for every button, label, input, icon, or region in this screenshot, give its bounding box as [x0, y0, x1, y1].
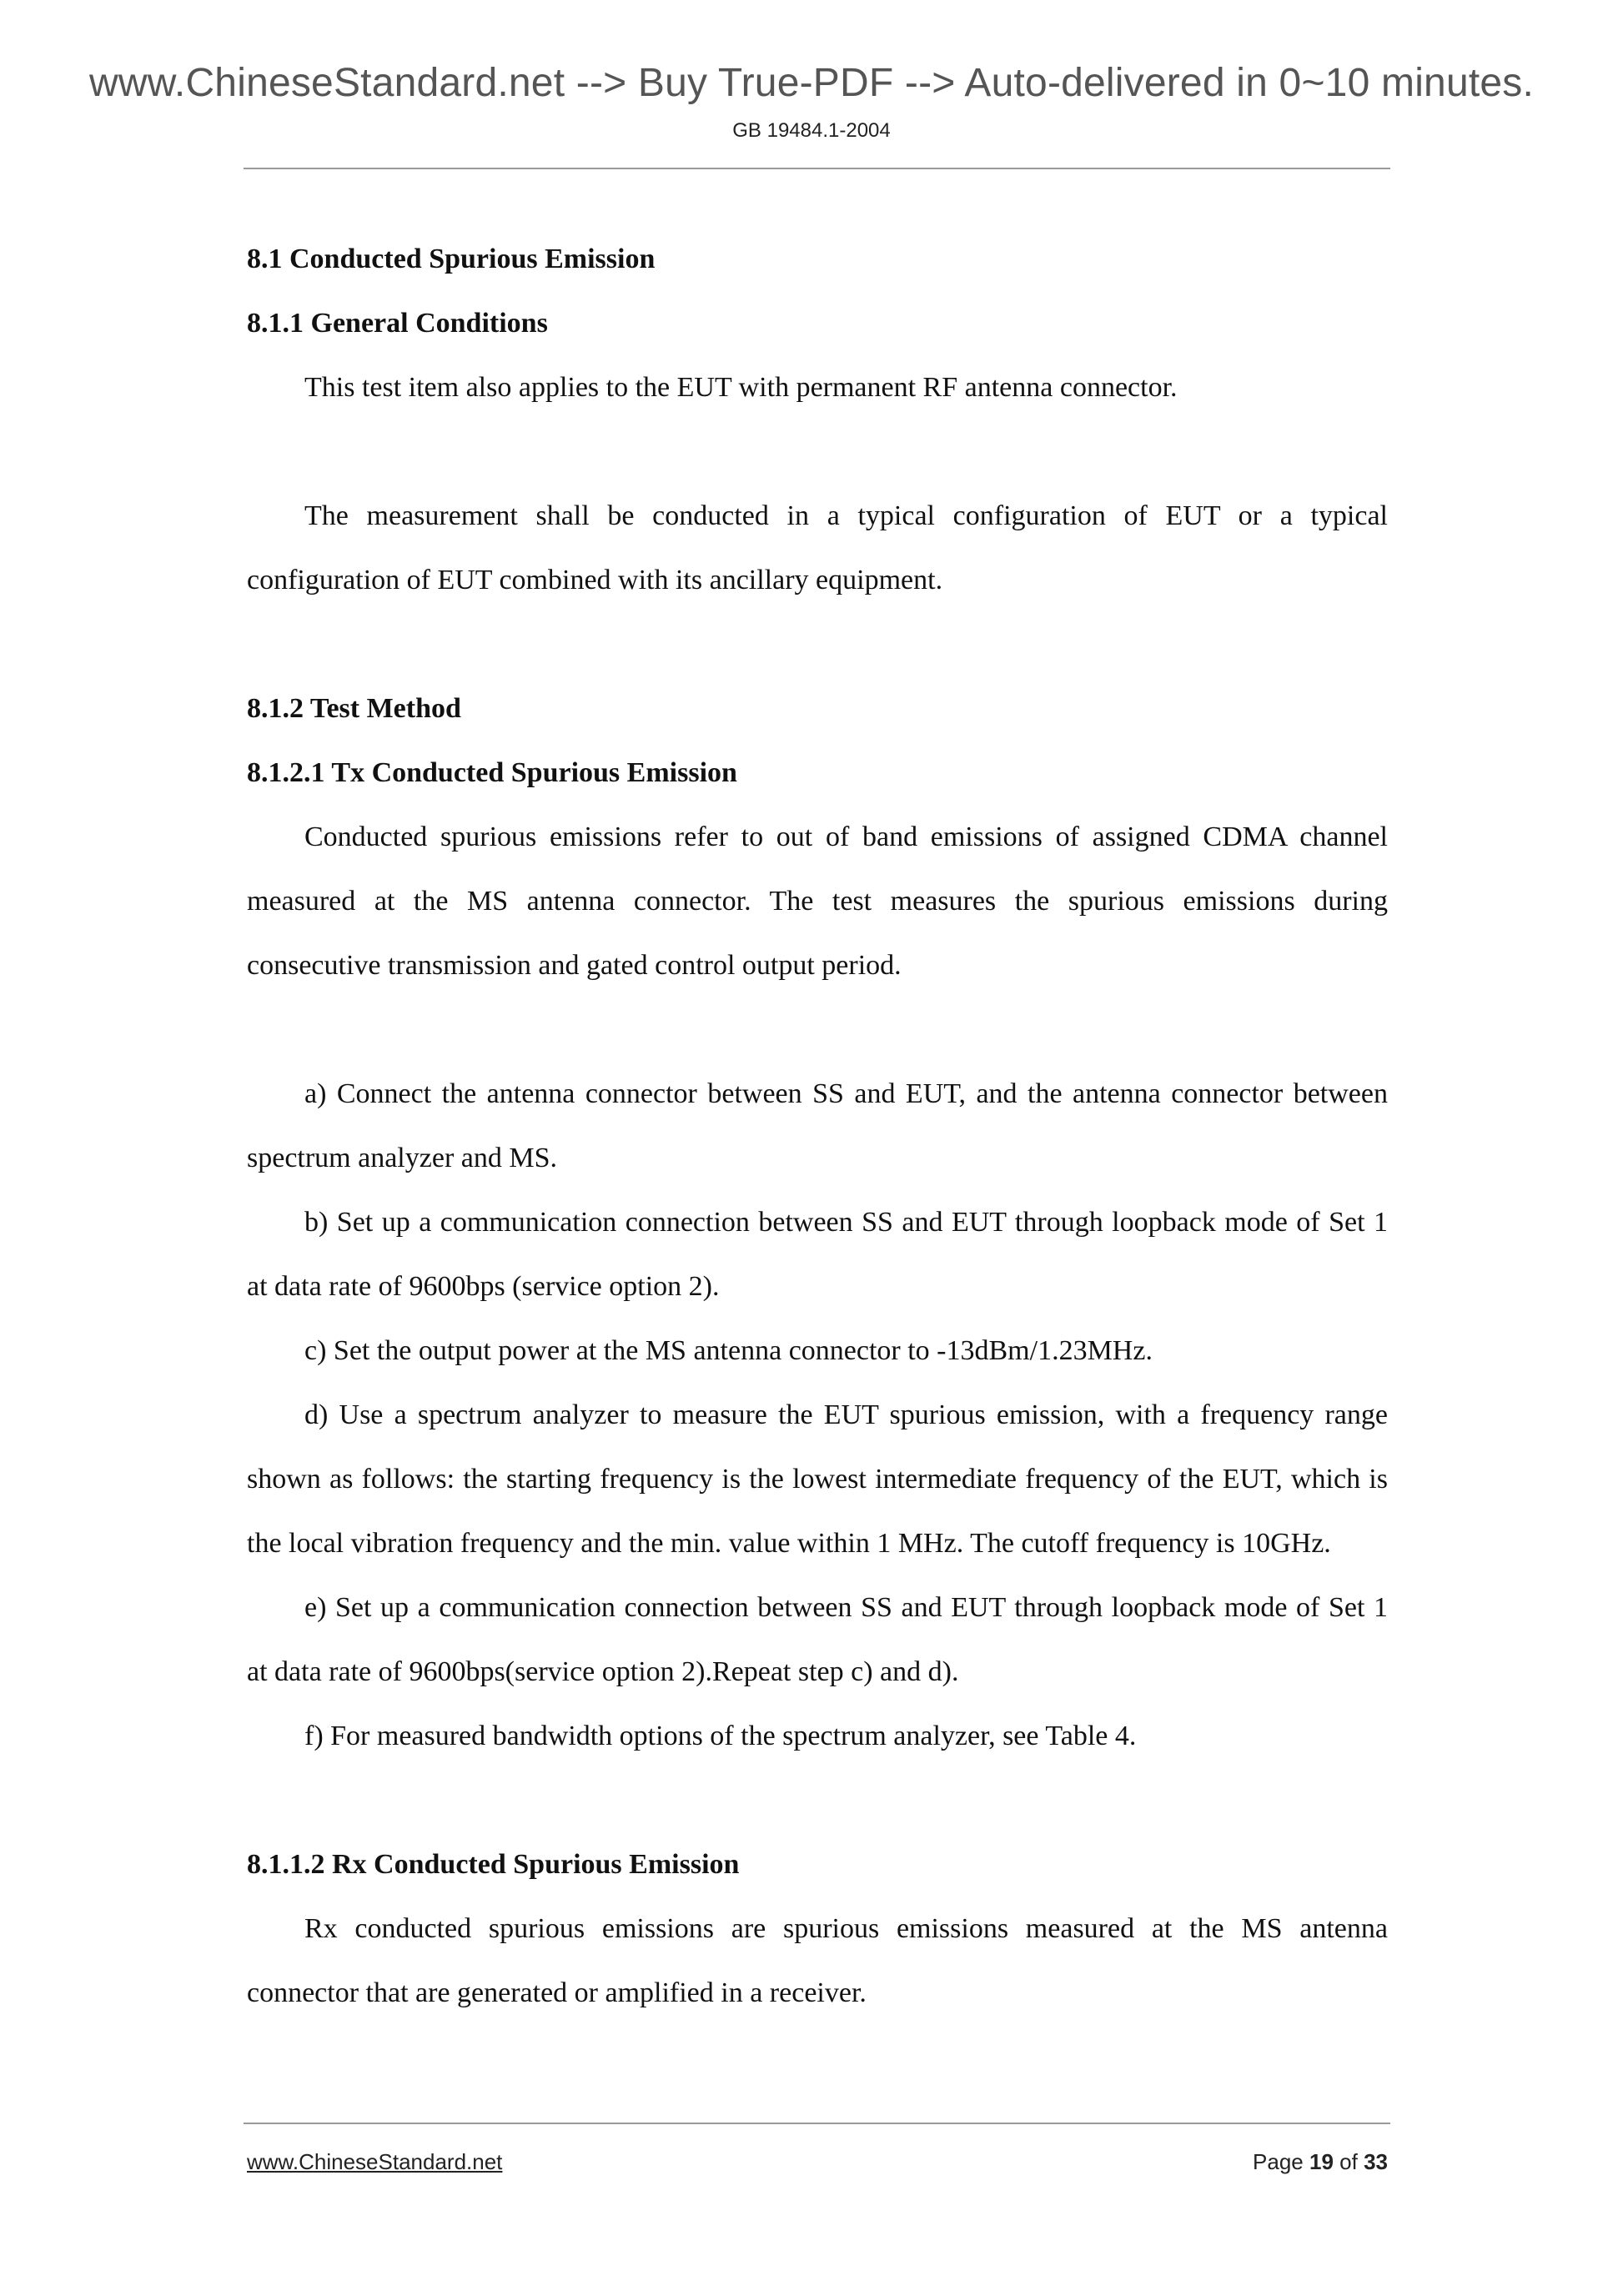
step-f: f) For measured bandwidth options of the spectrum analyzer, see Table 4. [304, 1721, 1137, 1751]
paragraph-tx-intro: Conducted spurious emissions refer to out of band emissions of assigned CDMA channel measured at the MS antenna connector. The test measures the spurious emissions during consecutive transmission and gated control output period. [247, 821, 1388, 981]
footer-site-link[interactable]: www.ChineseStandard.net [247, 2149, 503, 2174]
page-number [1253, 2149, 1388, 2175]
spacer [247, 997, 1388, 1062]
header-divider [244, 168, 1390, 169]
section-heading-8-1: 8.1 Conducted Spurious Emission [247, 244, 656, 274]
spacer [247, 612, 1388, 676]
section-heading-8-1-2-1: 8.1.2.1 Tx Conducted Spurious Emission [247, 757, 737, 788]
page-word: Page [1253, 2149, 1304, 2174]
step-c: c) Set the output power at the MS antenna connector to -13dBm/1.23MHz. [304, 1335, 1153, 1366]
spacer [247, 420, 1388, 484]
step-a: a) Connect the antenna connector between SS and EUT, and the antenna connector between spectrum analyzer and MS. [247, 1078, 1388, 1173]
section-heading-8-1-1: 8.1.1 General Conditions [247, 308, 548, 339]
paragraph-general-1: This test item also applies to the EUT with permanent RF antenna connector. [304, 372, 1178, 403]
step-e: e) Set up a communication connection between SS and EUT through loopback mode of Set 1 at data rate of 9600bps(service option 2).Repeat step c) and d). [247, 1592, 1388, 1687]
section-heading-8-1-2: 8.1.2 Test Method [247, 693, 461, 724]
document-body [247, 227, 1388, 2025]
standard-code: GB 19484.1-2004 [732, 119, 891, 142]
step-d: d) Use a spectrum analyzer to measure the EUT spurious emission, with a frequency range shown as follows: the starting frequency is the lowest intermediate frequency of the EUT, which is the local vibration frequency and the min. value within 1 MHz. The cutoff frequency is 10GHz. [247, 1399, 1388, 1559]
paragraph-general-2: The measurement shall be conducted in a typical configuration of EUT or a typical configuration of EUT combined with its ancillary equipment. [247, 500, 1388, 595]
footer-divider [244, 2123, 1390, 2124]
page-current: 19 [1309, 2149, 1334, 2174]
site-banner: www.ChineseStandard.net --> Buy True-PDF --> Auto-delivered in 0~10 minutes. [88, 61, 1535, 105]
page-of: of [1339, 2149, 1358, 2174]
section-heading-8-1-1-2: 8.1.1.2 Rx Conducted Spurious Emission [247, 1849, 740, 1880]
paragraph-rx: Rx conducted spurious emissions are spurious emissions measured at the MS antenna connector that are generated or amplified in a receiver. [247, 1913, 1388, 2008]
page-total: 33 [1364, 2149, 1388, 2174]
spacer [247, 1768, 1388, 1832]
step-b: b) Set up a communication connection between SS and EUT through loopback mode of Set 1 at data rate of 9600bps (service option 2). [247, 1207, 1388, 1302]
